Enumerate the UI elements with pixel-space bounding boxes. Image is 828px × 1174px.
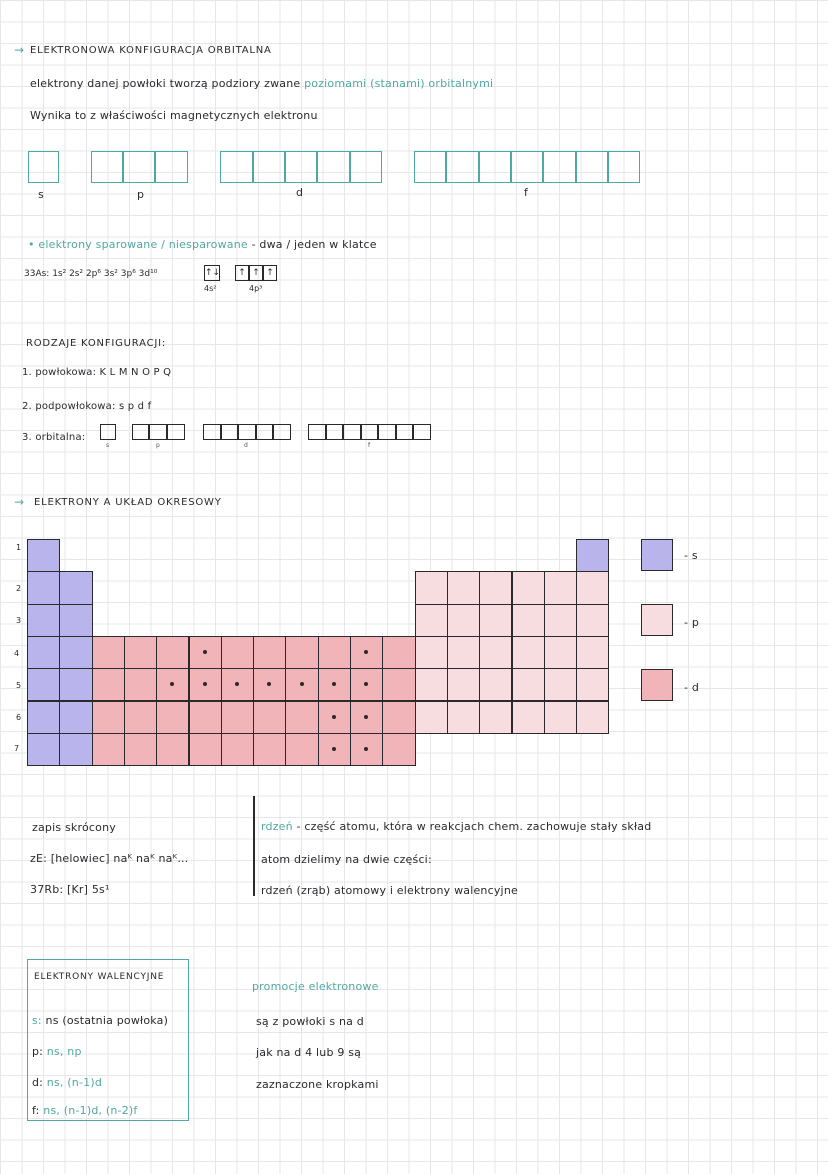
orbital-box-d — [350, 151, 382, 183]
mini-box-d — [238, 424, 256, 440]
orbital-box-4p: ↑ — [235, 265, 249, 281]
p-block-cell — [544, 604, 577, 637]
mini-box-p — [132, 424, 149, 440]
orbital-box-s — [28, 151, 59, 183]
promotion-dot — [332, 715, 336, 719]
p-block-cell — [415, 636, 448, 669]
core-and-valence: rdzeń (zrąb) atomowy i elektrony walencyjne — [261, 884, 518, 897]
legend-label-p: - p — [684, 616, 700, 629]
valence-p-label: p: — [32, 1045, 44, 1058]
orbital-box-f — [608, 151, 640, 183]
orbital-box-4p: ↑ — [249, 265, 263, 281]
orbital-box-f — [511, 151, 543, 183]
s-block-cell — [27, 668, 60, 701]
d-block-cell — [221, 636, 254, 669]
p-block-cell — [479, 604, 512, 637]
valence-s — [32, 1014, 168, 1027]
p-block-cell — [512, 701, 545, 734]
s-block-cell — [59, 668, 92, 701]
d-block-cell — [285, 733, 318, 766]
d-block-cell — [92, 701, 125, 734]
mini-box-f — [378, 424, 396, 440]
p-block-cell — [576, 571, 609, 604]
d-block-cell — [156, 701, 189, 734]
orbital-box-d — [285, 151, 317, 183]
s-block-cell — [59, 636, 92, 669]
promotion-dot — [364, 715, 368, 719]
mini-label-d: d — [244, 442, 248, 449]
magnetic-line: Wynika to z właściwości magnetycznych elektronu — [30, 109, 318, 122]
p-block-cell — [512, 604, 545, 637]
d-block-cell — [156, 733, 189, 766]
s-block-cell — [59, 701, 92, 734]
p-block-cell — [576, 636, 609, 669]
valence-f-value: ns, (n-1)d, (n-2)f — [43, 1104, 138, 1117]
row-number: 6 — [16, 713, 22, 722]
p-block-cell — [447, 636, 480, 669]
p-block-cell — [544, 668, 577, 701]
valence-d-label: d: — [32, 1076, 44, 1089]
legend-swatch-p — [641, 604, 673, 636]
mini-box-f — [361, 424, 378, 440]
promotions-line-1: są z powłoki s na d — [256, 1015, 364, 1028]
valence-d-value: ns, (n-1)d — [46, 1076, 102, 1089]
d-block-cell — [382, 636, 415, 669]
orbital-box-d — [220, 151, 253, 183]
p-block-cell — [447, 571, 480, 604]
d-block-cell — [285, 701, 318, 734]
p-block-cell — [544, 636, 577, 669]
legend-swatch-d — [641, 669, 673, 701]
orbital-box-4p: ↑ — [263, 265, 277, 281]
short-notation-title: zapis skrócony — [32, 821, 116, 834]
valence-f-label: f: — [32, 1104, 40, 1117]
d-block-cell — [253, 636, 286, 669]
mini-box-d — [221, 424, 238, 440]
s-block-cell — [27, 636, 60, 669]
p-block-cell — [576, 701, 609, 734]
p-block-cell — [479, 668, 512, 701]
orbital-label-f: f — [524, 186, 529, 199]
definition-text: elektrony danej powłoki tworzą podziory zwane — [30, 77, 301, 90]
valence-s-value: ns (ostatnia powłoka) — [45, 1014, 169, 1027]
d-block-cell — [382, 701, 415, 734]
valence-title: ELEKTRONY WALENCYJNE — [34, 972, 165, 982]
valence-p — [32, 1045, 82, 1058]
label-4p: 4p³ — [249, 284, 263, 293]
section-title-periodic: ELEKTRONY A UKŁAD OKRESOWY — [34, 497, 222, 508]
paired-electrons-line — [28, 238, 377, 251]
s-block-cell — [576, 539, 609, 572]
s-block-cell — [59, 571, 92, 604]
arsenic-config: 33As: 1s² 2s² 2p⁶ 3s² 3p⁶ 3d¹⁰ — [24, 269, 158, 279]
p-block-cell — [544, 571, 577, 604]
p-block-cell — [479, 571, 512, 604]
arrow-icon: → — [14, 495, 25, 509]
p-block-cell — [512, 571, 545, 604]
config-type-2: 2. podpowłokowa: s p d f — [22, 401, 152, 412]
section-title-orbital: ELEKTRONOWA KONFIGURACJA ORBITALNA — [30, 45, 272, 56]
paired-electrons-desc: - dwa / jeden w klatce — [251, 238, 377, 251]
orbital-box-f — [446, 151, 479, 183]
mini-box-f — [326, 424, 343, 440]
orbital-box-f — [576, 151, 608, 183]
core-desc: - część atomu, która w reakcjach chem. zachowuje stały skład — [296, 820, 652, 833]
d-block-cell — [189, 733, 222, 766]
mini-label-f: f — [368, 442, 371, 449]
promotions-title: promocje elektronowe — [252, 980, 379, 993]
mini-box-f — [396, 424, 413, 440]
row-number: 2 — [16, 584, 22, 593]
valence-box — [27, 959, 189, 1121]
orbital-box-4s: ↑↓ — [204, 265, 220, 281]
legend-swatch-s — [641, 539, 673, 571]
mini-box-s — [100, 424, 116, 440]
promotion-dot — [203, 650, 207, 654]
p-block-cell — [415, 604, 448, 637]
d-block-cell — [92, 668, 125, 701]
arrow-icon: → — [14, 43, 25, 57]
mini-label-p: p — [156, 442, 160, 449]
p-block-cell — [447, 701, 480, 734]
d-block-cell — [318, 636, 351, 669]
d-block-cell — [124, 668, 157, 701]
orbital-box-p — [123, 151, 155, 183]
orbital-box-f — [543, 151, 576, 183]
valence-d — [32, 1076, 102, 1089]
d-block-cell — [221, 733, 254, 766]
valence-f — [32, 1104, 138, 1117]
mini-box-d — [273, 424, 291, 440]
p-block-cell — [415, 701, 448, 734]
row-number: 7 — [14, 744, 20, 753]
d-block-cell — [124, 733, 157, 766]
definition-highlight: poziomami (stanami) orbitalnymi — [304, 77, 494, 90]
mini-box-d — [256, 424, 273, 440]
d-block-cell — [285, 636, 318, 669]
mini-box-p — [149, 424, 167, 440]
s-block-cell — [27, 604, 60, 637]
d-block-cell — [382, 668, 415, 701]
mini-box-p — [167, 424, 185, 440]
s-block-cell — [27, 539, 60, 572]
promotion-dot — [332, 747, 336, 751]
orbital-box-d — [253, 151, 285, 183]
p-block-cell — [415, 668, 448, 701]
orbital-box-f — [479, 151, 511, 183]
config-type-1: 1. powłokowa: K L M N O P Q — [22, 367, 172, 378]
d-block-cell — [189, 701, 222, 734]
atom-division: atom dzielimy na dwie części: — [261, 853, 432, 866]
p-block-cell — [576, 604, 609, 637]
p-block-cell — [447, 604, 480, 637]
row-number: 5 — [16, 681, 22, 690]
d-block-cell — [253, 733, 286, 766]
d-block-cell — [221, 701, 254, 734]
d-block-cell — [156, 636, 189, 669]
p-block-cell — [447, 668, 480, 701]
d-block-cell — [382, 733, 415, 766]
definition-line — [30, 77, 493, 90]
orbital-box-d — [317, 151, 350, 183]
rubidium-example: 37Rb: [Kr] 5s¹ — [30, 883, 110, 896]
mini-box-d — [203, 424, 221, 440]
legend-label-s: - s — [684, 549, 698, 562]
d-block-cell — [92, 733, 125, 766]
d-block-cell — [124, 636, 157, 669]
row-number: 1 — [16, 543, 22, 552]
orbital-label-p: p — [137, 188, 145, 201]
legend-label-d: - d — [684, 681, 700, 694]
promotion-dot — [300, 682, 304, 686]
mini-box-f — [343, 424, 361, 440]
orbital-box-p — [155, 151, 188, 183]
core-definition — [261, 820, 651, 833]
mini-box-f — [413, 424, 431, 440]
paired-electrons-teal: elektrony sparowane / niesparowane — [38, 238, 248, 251]
s-block-cell — [27, 571, 60, 604]
promotions-line-3: zaznaczone kropkami — [256, 1078, 379, 1091]
label-4s: 4s² — [204, 284, 217, 293]
s-block-cell — [59, 604, 92, 637]
p-block-cell — [512, 668, 545, 701]
p-block-cell — [479, 701, 512, 734]
d-block-cell — [253, 701, 286, 734]
row-number: 3 — [16, 616, 22, 625]
valence-p-value: ns, np — [46, 1045, 82, 1058]
p-block-cell — [576, 668, 609, 701]
divider-line — [253, 796, 255, 896]
d-block-cell — [124, 701, 157, 734]
core-term: rdzeń — [261, 820, 293, 833]
promotions-line-2: jak na d 4 lub 9 są — [256, 1046, 362, 1059]
config-type-3: 3. orbitalna: — [22, 432, 86, 443]
p-block-cell — [415, 571, 448, 604]
d-block-cell — [92, 636, 125, 669]
s-block-cell — [27, 701, 60, 734]
orbital-box-f — [414, 151, 446, 183]
p-block-cell — [544, 701, 577, 734]
short-notation-formula: zE: [helowiec] naᴷ naᴷ naᴷ... — [30, 852, 189, 865]
orbital-label-d: d — [296, 186, 304, 199]
config-types-title: RODZAJE KONFIGURACJI: — [26, 338, 167, 349]
bullet-dot: • — [28, 238, 35, 251]
p-block-cell — [479, 636, 512, 669]
row-number: 4 — [14, 649, 20, 658]
s-block-cell — [27, 733, 60, 766]
s-block-cell — [59, 733, 92, 766]
mini-box-f — [308, 424, 326, 440]
orbital-label-s: s — [38, 188, 44, 201]
mini-label-s: s — [106, 442, 110, 449]
orbital-box-p — [91, 151, 123, 183]
valence-s-label: s: — [32, 1014, 42, 1027]
p-block-cell — [512, 636, 545, 669]
